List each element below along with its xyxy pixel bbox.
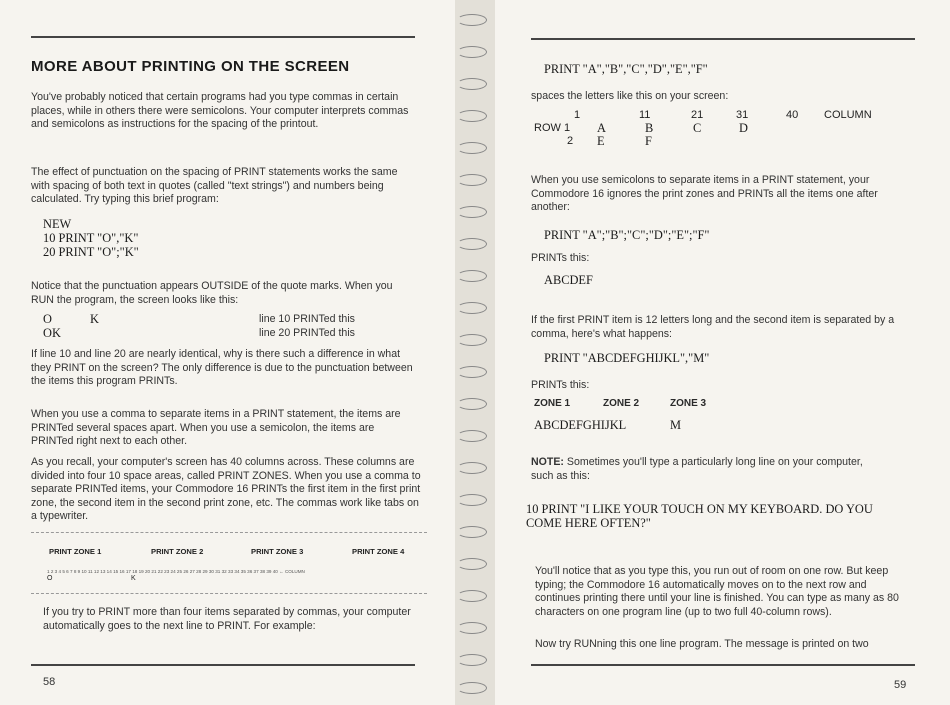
output-k: K [90, 312, 99, 326]
output-note-line20: line 20 PRINTed this [259, 327, 355, 339]
paragraph-difference: If line 10 and line 20 are nearly identical, why is there such a difference in what they PRINT on the screen? The only difference is due to the punctuation between the items this program PRINTs. [31, 348, 413, 388]
code-print-long: PRINT "ABCDEFGHIJKL","M" [544, 351, 710, 365]
binding-coil [457, 174, 487, 186]
code-print-commas: PRINT "A","B","C","D","E","F" [544, 62, 708, 76]
output-abcdefghijkl: ABCDEFGHIJKL [534, 418, 627, 432]
binding-coil [457, 366, 487, 378]
paragraph-twelve-letters: If the first PRINT item is 12 letters long and the second item is separated by a comma, here's what happens: [531, 314, 895, 340]
paragraph-punctuation: The effect of punctuation on the spacing of PRINT statements works the same with spacing of both text in quotes (called "text strings") and numbers being calculated. Try typing this brief program: [31, 166, 398, 206]
zone-label-2: PRINT ZONE 2 [151, 547, 204, 556]
paragraph-spaces: spaces the letters like this on your screen: [531, 90, 729, 102]
paragraph-intro: You've probably noticed that certain programs had you type commas in certain places, while in others there were semicolons. Your computer interprets commas and semicolons as instructions for the spacing of the printout. [31, 91, 409, 131]
zone-output-o: O [47, 575, 53, 582]
binding-coil [457, 110, 487, 122]
zone-3-label: ZONE 3 [670, 398, 707, 409]
output-abcdef: ABCDEF [544, 273, 593, 287]
zone-output-k: K [131, 575, 136, 582]
binding-coil [457, 430, 487, 442]
row-2-label: 2 [567, 135, 574, 147]
code-long-line-1: 10 PRINT "I LIKE YOUR TOUCH ON MY KEYBOARD. DO YOU [526, 502, 873, 516]
prints-this-label: PRINTs this: [531, 252, 590, 264]
binding-coil [457, 590, 487, 602]
binding-coil [457, 206, 487, 218]
binding-coil [457, 682, 487, 694]
right-page [495, 0, 950, 705]
paragraph-comma: When you use a comma to separate items in a PRINT statement, the items are PRINTed several spaces apart. When you use a semicolon, the items are PRINTed right next to each other. [31, 408, 401, 448]
left-page [0, 0, 455, 705]
note-paragraph [531, 456, 871, 483]
paragraph-more-items: If you try to PRINT more than four items separated by commas, your computer automatically goes to the next line to PRINT. For example: [43, 606, 411, 632]
row-2-letter-f: F [645, 134, 652, 148]
binding-coil [457, 14, 487, 26]
binding-coil [457, 78, 487, 90]
binding-coil [457, 462, 487, 474]
zone-2-label: ZONE 2 [603, 398, 640, 409]
row-1-letter-c: C [693, 121, 702, 135]
paragraph-zones: As you recall, your computer's screen has 40 columns across. These columns are divided into four 10 space areas, called PRINT ZONES. When you use a comma to separate PRINTed items, your Commodore 16 PRINTs the first item in the first print zone, the second item in the second print zone, etc. The commas work like tabs on a typewriter. [31, 456, 421, 523]
row-1-letter-d: D [739, 121, 748, 135]
code-line-20: 20 PRINT "O";"K" [43, 245, 139, 259]
binding-coil [457, 622, 487, 634]
col-header-40: 40 [786, 109, 799, 121]
col-header-21: 21 [691, 109, 704, 121]
binding-coil [457, 270, 487, 282]
output-m: M [670, 418, 682, 432]
top-rule [31, 36, 415, 38]
output-note-line10: line 10 PRINTed this [259, 313, 355, 325]
zone-label-1: PRINT ZONE 1 [49, 547, 102, 556]
binding-coil [457, 46, 487, 58]
page-number: 58 [43, 676, 56, 688]
paragraph-now-try: Now try RUNning this one line program. The message is printed on two [535, 638, 869, 650]
bottom-rule [531, 664, 915, 666]
column-table [495, 0, 950, 160]
binding-coil [457, 398, 487, 410]
row-1-letter-b: B [645, 121, 654, 135]
binding-coil [457, 558, 487, 570]
col-header-column: COLUMN [824, 109, 872, 121]
code-line-10: 10 PRINT "O","K" [43, 231, 139, 245]
col-header-1: 1 [574, 109, 581, 121]
note-text: Sometimes you'll type a particularly long line on your computer, such as this: [531, 456, 863, 482]
paragraph-notice: Notice that the punctuation appears OUTSIDE of the quote marks. When you RUN the program, the screen looks like this: [31, 280, 393, 306]
code-long-line-2: COME HERE OFTEN?" [526, 516, 651, 530]
zone-label-3: PRINT ZONE 3 [251, 547, 304, 556]
binding-coil [457, 494, 487, 506]
paragraph-semicolons: When you use semicolons to separate items in a PRINT statement, your Commodore 16 ignores the print zones and PRINTs all the items one after another: [531, 174, 878, 214]
col-header-31: 31 [736, 109, 749, 121]
row-1-label: ROW 1 [534, 122, 571, 134]
page-title: MORE ABOUT PRINTING ON THE SCREEN [31, 58, 350, 75]
code-line-new: NEW [43, 217, 72, 231]
output-ok: OK [43, 326, 61, 340]
binding-coil [457, 654, 487, 666]
zone-1-label: ZONE 1 [534, 398, 571, 409]
binding-coil [457, 238, 487, 250]
col-header-11: 11 [639, 109, 651, 121]
row-2-letter-e: E [597, 134, 605, 148]
print-zone-diagram [31, 532, 427, 594]
paragraph-run-out-of-room: You'll notice that as you type this, you run out of room on one row. But keep typing; the Commodore 16 automatically moves on to the next row and continues printing there until your line is finished. You can type as many as 80 characters on one program line (up to two full 40-column rows). [535, 565, 899, 618]
binding-coil [457, 334, 487, 346]
binding-coil [457, 526, 487, 538]
prints-this-label: PRINTs this: [531, 379, 590, 391]
binding-coil [457, 142, 487, 154]
binding-coil [457, 302, 487, 314]
column-numbers: 1 2 3 4 5 6 7 8 9 10 11 12 13 14 15 16 17 18 19 20 21 22 23 24 25 26 27 28 29 30 31 32 33 34 35 36 37 38 39 40 ← COLUMN [47, 569, 305, 574]
note-label: NOTE: [531, 456, 564, 468]
bottom-rule [31, 664, 415, 666]
output-o: O [43, 312, 52, 326]
page-number: 59 [894, 679, 907, 691]
zone-label-4: PRINT ZONE 4 [352, 547, 405, 556]
row-1-letter-a: A [597, 121, 606, 135]
code-print-semicolons: PRINT "A";"B";"C";"D";"E";"F" [544, 228, 710, 242]
